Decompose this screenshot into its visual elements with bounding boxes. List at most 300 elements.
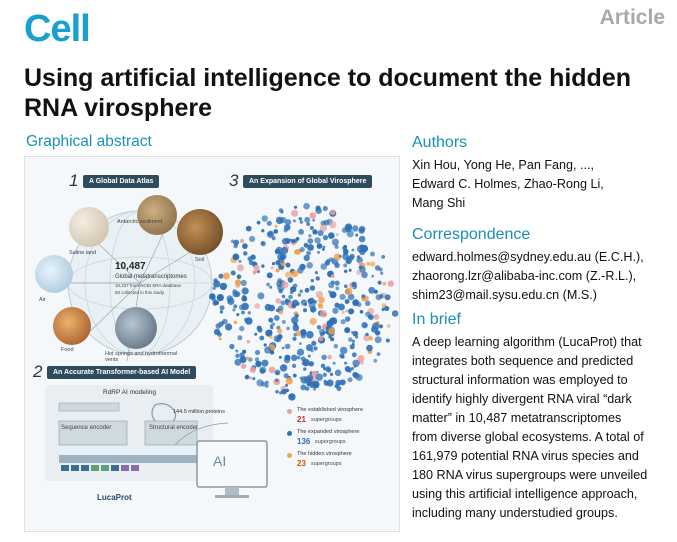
virus-node — [352, 352, 357, 357]
in-brief-line: A deep learning algorithm (LucaProt) that — [412, 335, 642, 349]
virus-node — [359, 266, 366, 273]
virus-node — [324, 380, 327, 383]
virus-node — [316, 276, 320, 280]
virus-node — [272, 262, 275, 265]
virus-node — [313, 388, 316, 391]
virus-node — [275, 298, 281, 304]
virus-node — [276, 217, 283, 224]
virus-node — [277, 329, 282, 334]
panel3-title: An Expansion of Global Virosphere — [243, 175, 372, 188]
in-brief-line: including many understudied groups. — [412, 506, 618, 520]
virus-node — [345, 249, 348, 252]
virus-node — [254, 333, 257, 336]
virus-node — [280, 252, 284, 256]
virus-node — [265, 381, 269, 385]
virus-node — [278, 305, 284, 311]
virus-node — [368, 287, 375, 294]
virus-node — [329, 233, 335, 239]
virus-node — [343, 253, 346, 256]
virus-node — [309, 361, 314, 366]
virus-node — [269, 335, 273, 339]
virus-node — [280, 210, 283, 213]
virus-node — [227, 295, 233, 301]
virus-node — [373, 314, 379, 320]
virus-node — [330, 210, 335, 215]
virus-node — [392, 310, 399, 317]
virus-node — [241, 280, 247, 286]
virus-node — [304, 255, 310, 261]
virus-node — [231, 240, 235, 244]
virus-node — [368, 314, 374, 320]
author-line: Edward C. Holmes, Zhao-Rong Li, — [412, 177, 604, 191]
virus-node — [344, 284, 348, 288]
virus-node — [291, 239, 295, 243]
virus-node — [296, 331, 301, 336]
virus-node — [266, 283, 270, 287]
virus-node — [379, 268, 383, 272]
virus-node — [233, 244, 237, 248]
virus-node — [254, 303, 260, 309]
virus-node — [373, 359, 377, 363]
virus-node — [214, 329, 220, 335]
virus-node — [344, 270, 347, 273]
saline-land-image — [69, 207, 109, 247]
virus-node — [343, 263, 347, 267]
virus-node — [352, 299, 359, 306]
proteins-count: 144.5 million proteins — [173, 409, 225, 415]
virus-node — [301, 357, 306, 362]
virus-node — [357, 355, 364, 362]
panel2-number: 2 — [33, 362, 43, 381]
virus-node — [240, 356, 247, 363]
correspondence-heading: Correspondence — [412, 226, 531, 243]
virus-node — [260, 368, 265, 373]
virus-node — [365, 301, 371, 307]
virus-node — [233, 304, 237, 308]
virus-node — [271, 266, 274, 269]
virus-node — [220, 310, 223, 313]
habitat-label: Saline land — [69, 250, 97, 256]
habitat-label: Antarctic sediment — [117, 219, 163, 225]
virus-node — [352, 340, 355, 343]
in-brief-line: 161,979 potential RNA virus species and — [412, 449, 639, 463]
virus-node — [275, 390, 278, 393]
virus-node — [293, 374, 297, 378]
virus-node — [274, 225, 277, 228]
virus-node — [331, 280, 335, 284]
virus-node — [257, 326, 262, 331]
virus-node — [352, 249, 355, 252]
virus-node — [382, 282, 386, 286]
virus-node — [385, 294, 391, 300]
virus-node — [261, 229, 264, 232]
virus-node — [255, 361, 261, 367]
virus-node — [237, 335, 242, 340]
virus-node — [379, 325, 382, 328]
virus-node — [322, 248, 325, 251]
virus-node — [246, 357, 250, 361]
virus-node — [291, 304, 296, 309]
virus-node — [293, 325, 300, 332]
virus-node — [352, 225, 358, 231]
hot-springs-image — [115, 307, 157, 349]
virus-node — [361, 294, 365, 298]
virus-node — [315, 207, 322, 214]
virus-node — [285, 344, 291, 350]
virus-node — [323, 235, 328, 240]
virus-node — [225, 323, 232, 330]
virus-node — [213, 301, 218, 306]
virus-node — [331, 274, 335, 278]
virus-node — [320, 310, 327, 317]
virus-node — [345, 316, 350, 321]
virus-node — [288, 393, 295, 400]
in-brief-line: structural information was employed to — [412, 373, 628, 387]
virus-node — [361, 245, 368, 252]
virus-node — [324, 220, 330, 226]
virus-node — [341, 319, 346, 324]
virus-node — [360, 310, 364, 314]
virus-node — [306, 251, 311, 256]
habitat-label: Soil — [195, 257, 205, 263]
correspondence-list — [412, 248, 667, 305]
panel2-title: An Accurate Transformer-based AI Model — [47, 366, 196, 379]
legend-dot — [287, 409, 292, 414]
virus-node — [293, 219, 296, 222]
virus-node — [314, 237, 320, 243]
virus-node — [276, 337, 282, 343]
legend-dot — [287, 453, 292, 458]
virus-node — [245, 375, 250, 380]
virus-node — [290, 286, 296, 292]
virus-node — [300, 290, 303, 293]
virus-node — [279, 356, 282, 359]
virus-node — [340, 294, 346, 300]
virus-node — [366, 345, 373, 352]
virus-node — [315, 271, 318, 274]
virus-node — [350, 254, 355, 259]
virus-node — [309, 302, 316, 309]
virus-node — [306, 262, 313, 269]
legend-dot — [287, 431, 292, 436]
virus-node — [238, 260, 241, 263]
habitat-label: Air — [39, 297, 46, 303]
graphical-abstract-figure — [24, 156, 400, 532]
virus-node — [345, 225, 353, 233]
email-link[interactable]: shim23@mail.sysu.edu.cn (M.S.) — [412, 288, 597, 302]
virus-node — [259, 336, 264, 341]
virus-node — [274, 229, 279, 234]
virus-node — [317, 230, 323, 236]
virus-node — [308, 355, 311, 358]
authors-list — [412, 156, 667, 213]
virus-node — [307, 244, 314, 251]
email-link[interactable]: edward.holmes@sydney.edu.au (E.C.H.), — [412, 250, 644, 264]
virus-node — [364, 324, 367, 327]
panel3-number: 3 — [229, 171, 239, 190]
in-brief-heading: In brief — [412, 311, 461, 328]
panel1-number: 1 — [69, 171, 79, 190]
virus-node — [234, 321, 237, 324]
virus-node — [269, 330, 272, 333]
virus-node — [241, 364, 246, 369]
virus-node — [340, 379, 346, 385]
virus-node — [338, 304, 345, 311]
virus-node — [377, 352, 381, 356]
virus-node — [300, 247, 305, 252]
virus-node — [344, 327, 350, 333]
author-line: Mang Shi — [412, 196, 466, 210]
virus-node — [281, 389, 287, 395]
virus-node — [257, 292, 264, 299]
virus-node — [216, 323, 222, 329]
virus-node — [326, 368, 331, 373]
air-image — [35, 255, 73, 293]
virus-node — [291, 270, 298, 277]
virus-node — [294, 250, 299, 255]
virus-node — [275, 379, 278, 382]
virus-node — [286, 263, 291, 268]
virus-node — [291, 210, 298, 217]
in-brief-line: 180 RNA virus supergroups were unveiled — [412, 468, 648, 482]
virus-node — [312, 381, 319, 388]
virus-node — [278, 257, 284, 263]
virus-node — [294, 206, 297, 209]
virus-node — [243, 251, 247, 255]
virus-node — [351, 367, 354, 370]
graphical-abstract-heading: Graphical abstract — [26, 133, 152, 150]
virus-node — [248, 311, 251, 314]
virus-node — [232, 308, 235, 311]
virus-node — [257, 221, 261, 225]
virus-node — [262, 360, 269, 367]
virus-node — [262, 215, 268, 221]
virus-node — [378, 281, 382, 285]
virus-node — [317, 243, 323, 249]
authors-heading: Authors — [412, 134, 468, 151]
virus-node — [326, 259, 330, 263]
legend-count: 23 — [297, 459, 306, 468]
virus-node — [321, 355, 326, 360]
virus-node — [233, 254, 240, 261]
virus-node — [270, 350, 274, 354]
virus-node — [380, 272, 383, 275]
virus-node — [235, 350, 238, 353]
virus-node — [345, 299, 350, 304]
article-title: Using artificial intelligence to document the hidden RNA virosphere — [24, 64, 632, 122]
virus-node — [286, 377, 293, 384]
virus-node — [354, 365, 357, 368]
virus-node — [284, 228, 288, 232]
virus-node — [276, 269, 280, 273]
virus-node — [301, 333, 306, 338]
virus-node — [323, 331, 326, 334]
virus-node — [249, 236, 255, 242]
sequence-encoder-label: Sequence encoder — [61, 425, 112, 431]
in-brief-line: integrates both sequence and predicted — [412, 354, 634, 368]
virus-node — [332, 308, 338, 314]
virus-node — [335, 281, 340, 286]
virus-node — [268, 318, 273, 323]
virus-node — [241, 311, 245, 315]
antarctic-sediment-image — [137, 195, 177, 235]
virus-node — [242, 243, 248, 249]
metatranscriptome-source-1: 10,437 from NCBI SRA database — [115, 283, 182, 288]
virus-node — [311, 279, 314, 282]
virus-node — [303, 367, 306, 370]
virus-node — [237, 264, 244, 271]
virus-node — [318, 336, 323, 341]
legend-unit: supergroups — [311, 417, 342, 423]
virus-node — [306, 331, 314, 339]
legend-label: The expanded virosphere — [297, 429, 360, 435]
virus-node — [301, 299, 307, 305]
legend-unit: supergroups — [311, 461, 342, 467]
virus-node — [359, 227, 365, 233]
virus-node — [241, 296, 247, 302]
virus-node — [349, 269, 352, 272]
virus-node — [254, 265, 260, 271]
virus-node — [367, 262, 371, 266]
virus-node — [311, 341, 316, 346]
email-link[interactable]: zhaorong.lzr@alibaba-inc.com (Z.-R.L.), — [412, 269, 637, 283]
habitat-label: Hot springs and hydrothermal vents — [105, 351, 178, 363]
virus-node — [222, 319, 228, 325]
virus-node — [270, 325, 273, 328]
virus-node — [291, 355, 297, 361]
legend-count: 21 — [297, 415, 306, 424]
virus-node — [250, 255, 255, 260]
virus-node — [343, 245, 347, 249]
virus-node — [303, 203, 310, 210]
virus-node — [293, 322, 297, 326]
virus-node — [285, 271, 292, 278]
virus-node — [285, 219, 291, 225]
legend-count: 136 — [297, 437, 311, 446]
habitat-label: Food — [61, 347, 74, 353]
virus-node — [250, 367, 256, 373]
virus-node — [252, 377, 255, 380]
virus-node — [318, 297, 325, 304]
virus-node — [310, 212, 317, 219]
virus-node — [282, 320, 286, 324]
virus-node — [249, 376, 252, 379]
in-brief-line: using this artificial intelligence approach, — [412, 487, 638, 501]
virus-node — [370, 261, 375, 266]
virus-node — [348, 308, 354, 314]
virus-node — [311, 349, 314, 352]
metatranscriptome-count: 10,487 — [115, 261, 146, 272]
virus-node — [372, 323, 380, 331]
virus-node — [236, 313, 239, 316]
virus-node — [297, 349, 304, 356]
virus-node — [326, 379, 333, 386]
virus-node — [329, 221, 336, 228]
virus-node — [342, 311, 345, 314]
virus-node — [323, 373, 327, 377]
virus-node — [282, 347, 285, 350]
virus-node — [318, 304, 323, 309]
virus-node — [369, 336, 373, 340]
lucaprot-logo: LucaProt — [97, 493, 132, 502]
virus-node — [330, 291, 337, 298]
virus-node — [282, 295, 286, 299]
virus-node — [339, 255, 342, 258]
virus-node — [323, 246, 326, 249]
virus-node — [350, 344, 355, 349]
virus-node — [305, 288, 310, 293]
virus-node — [387, 324, 391, 328]
metatranscriptome-source-2: 50 collected in this study — [115, 290, 165, 295]
virus-node — [237, 274, 242, 279]
virus-node — [286, 327, 290, 331]
virus-node — [370, 252, 375, 257]
virus-node — [284, 355, 290, 361]
virus-node — [335, 287, 339, 291]
virus-node — [247, 340, 251, 344]
virus-node — [345, 288, 352, 295]
virus-node — [307, 375, 314, 382]
virus-node — [323, 206, 328, 211]
legend-label: The hidden virosphere — [297, 451, 352, 457]
virus-node — [269, 286, 272, 289]
virus-node — [261, 241, 266, 246]
virus-node — [327, 355, 332, 360]
virus-node — [244, 318, 248, 322]
virus-node — [269, 367, 276, 374]
virus-node — [340, 347, 347, 354]
virus-node — [344, 362, 347, 365]
virus-node — [359, 262, 363, 266]
virus-node — [299, 342, 302, 345]
virus-node — [255, 350, 260, 355]
virus-node — [281, 281, 288, 288]
virus-node — [218, 274, 223, 279]
virus-node — [317, 325, 321, 329]
virus-node — [388, 280, 394, 286]
virus-node — [303, 308, 307, 312]
virus-node — [261, 264, 264, 267]
virus-node — [267, 272, 273, 278]
virus-node — [312, 229, 317, 234]
virus-node — [381, 255, 385, 259]
virus-node — [328, 328, 335, 335]
virus-node — [330, 373, 333, 376]
model-subtitle: RdRP AI modeling — [103, 389, 156, 396]
virus-node — [308, 234, 311, 237]
virus-node — [280, 364, 287, 371]
virus-node — [355, 335, 358, 338]
in-brief-line: identify highly divergent RNA viral “dark — [412, 392, 632, 406]
food-image — [53, 307, 91, 345]
virus-node — [305, 386, 309, 390]
virus-node — [219, 337, 222, 340]
article-type: Article — [599, 6, 665, 29]
virus-node — [333, 362, 336, 365]
virus-node — [354, 373, 360, 379]
virus-node — [279, 289, 283, 293]
metatranscriptome-label: Global metatranscriptomes — [115, 274, 187, 280]
virus-node — [232, 291, 238, 297]
virus-node — [240, 239, 244, 243]
virus-node — [231, 271, 236, 276]
virus-node — [220, 283, 227, 290]
virus-node — [242, 303, 249, 310]
virus-node — [276, 372, 279, 375]
virus-node — [304, 217, 310, 223]
virus-node — [332, 239, 339, 246]
virus-node — [223, 273, 230, 280]
